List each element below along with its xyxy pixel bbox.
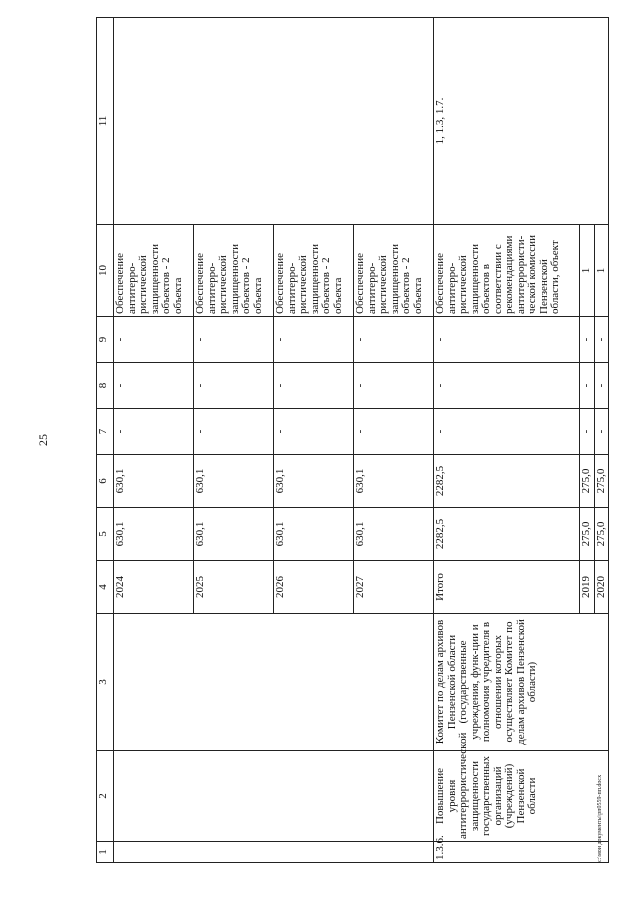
col-header-5: 5 <box>97 508 114 561</box>
cell-year: 2026 <box>274 561 354 614</box>
cell-activity-name: Повышение уровня антитеррористической защищенности государственных организаций (учреждений) Пензенской области <box>434 751 609 842</box>
cell-indicator: Обеспечение антитерро-ристической защищенности объектов - 2 объекта <box>274 225 354 317</box>
col-header-6: 6 <box>97 455 114 508</box>
cell-indicator: Обеспечение антитерро-ристической защищенности объектов - 2 объекта <box>194 225 274 317</box>
col-header-10: 10 <box>97 225 114 317</box>
cell-c9: - <box>434 317 580 363</box>
col-header-8: 8 <box>97 363 114 409</box>
cell-year: Итого <box>434 561 580 614</box>
table-row <box>434 18 580 863</box>
cell-c9: - <box>194 317 274 363</box>
cell-year: 2027 <box>354 561 434 614</box>
col-header-11: 11 <box>97 18 114 225</box>
col-header-1: 1 <box>97 842 114 863</box>
cell-c7: - <box>114 409 194 455</box>
cell-c9: - <box>274 317 354 363</box>
cell-indicator: 1 <box>594 225 609 317</box>
cell-year: 2020 <box>594 561 609 614</box>
cell-c8: - <box>354 363 434 409</box>
cell-c8: - <box>274 363 354 409</box>
cell-c7: - <box>434 409 580 455</box>
cell-c8: - <box>434 363 580 409</box>
cell-total: 2282,5 <box>434 508 580 561</box>
col-header-2: 2 <box>97 751 114 842</box>
cell-year: 2019 <box>580 561 595 614</box>
cell-regional: 630,1 <box>274 455 354 508</box>
cell-c8: - <box>194 363 274 409</box>
cell-total: 275,0 <box>594 508 609 561</box>
cell-c8: - <box>580 363 595 409</box>
cell-c7: - <box>274 409 354 455</box>
cell-year: 2024 <box>114 561 194 614</box>
cell-empty-num <box>114 842 434 863</box>
cell-indicator: 1 <box>580 225 595 317</box>
program-activities-table <box>96 17 609 863</box>
cell-c7: - <box>594 409 609 455</box>
cell-link: 1, 1.3, 1.7. <box>434 18 609 225</box>
page-number: 25 <box>36 434 50 446</box>
cell-c9: - <box>114 317 194 363</box>
cell-indicator: Обеспечение антитерро-ристической защищенности объектов - 2 объекта <box>114 225 194 317</box>
cell-total: 630,1 <box>194 508 274 561</box>
cell-regional: 2282,5 <box>434 455 580 508</box>
table-row <box>114 18 194 863</box>
cell-c7: - <box>194 409 274 455</box>
cell-c8: - <box>594 363 609 409</box>
cell-regional: 630,1 <box>194 455 274 508</box>
cell-regional: 630,1 <box>114 455 194 508</box>
cell-empty-link <box>114 18 434 225</box>
cell-c7: - <box>354 409 434 455</box>
cell-activity-number: 1.3.6. <box>434 842 609 863</box>
cell-regional: 275,0 <box>594 455 609 508</box>
cell-c9: - <box>594 317 609 363</box>
cell-empty-executor <box>114 614 434 751</box>
cell-indicator: Обеспечение антитерро-ристической защищенности объектов - 2 объекта <box>354 225 434 317</box>
cell-c9: - <box>354 317 434 363</box>
cell-total: 275,0 <box>580 508 595 561</box>
cell-c8: - <box>114 363 194 409</box>
cell-total: 630,1 <box>354 508 434 561</box>
cell-total: 630,1 <box>274 508 354 561</box>
col-header-9: 9 <box>97 317 114 363</box>
column-number-row <box>97 18 114 863</box>
cell-regional: 275,0 <box>580 455 595 508</box>
cell-regional: 630,1 <box>354 455 434 508</box>
cell-indicator: Обеспечение антитерро-ристической защищенности объектов в соответствии с рекомендациями антитеррористи-ческой комиссии Пензенской области, объект <box>434 225 580 317</box>
cell-empty-name <box>114 751 434 842</box>
footer-file-path: c:\мои документы\рп0559-пп.docx <box>597 774 603 862</box>
cell-c9: - <box>580 317 595 363</box>
col-header-4: 4 <box>97 561 114 614</box>
cell-c7: - <box>580 409 595 455</box>
col-header-3: 3 <box>97 614 114 751</box>
cell-executor: Комитет по делам архивов Пензенской области (государственные учреждения, функ-ции и полномочия учредителя в отношении которых осуществляет Комитет по делам архивов Пензенской области) <box>434 614 609 751</box>
cell-year: 2025 <box>194 561 274 614</box>
col-header-7: 7 <box>97 409 114 455</box>
cell-total: 630,1 <box>114 508 194 561</box>
